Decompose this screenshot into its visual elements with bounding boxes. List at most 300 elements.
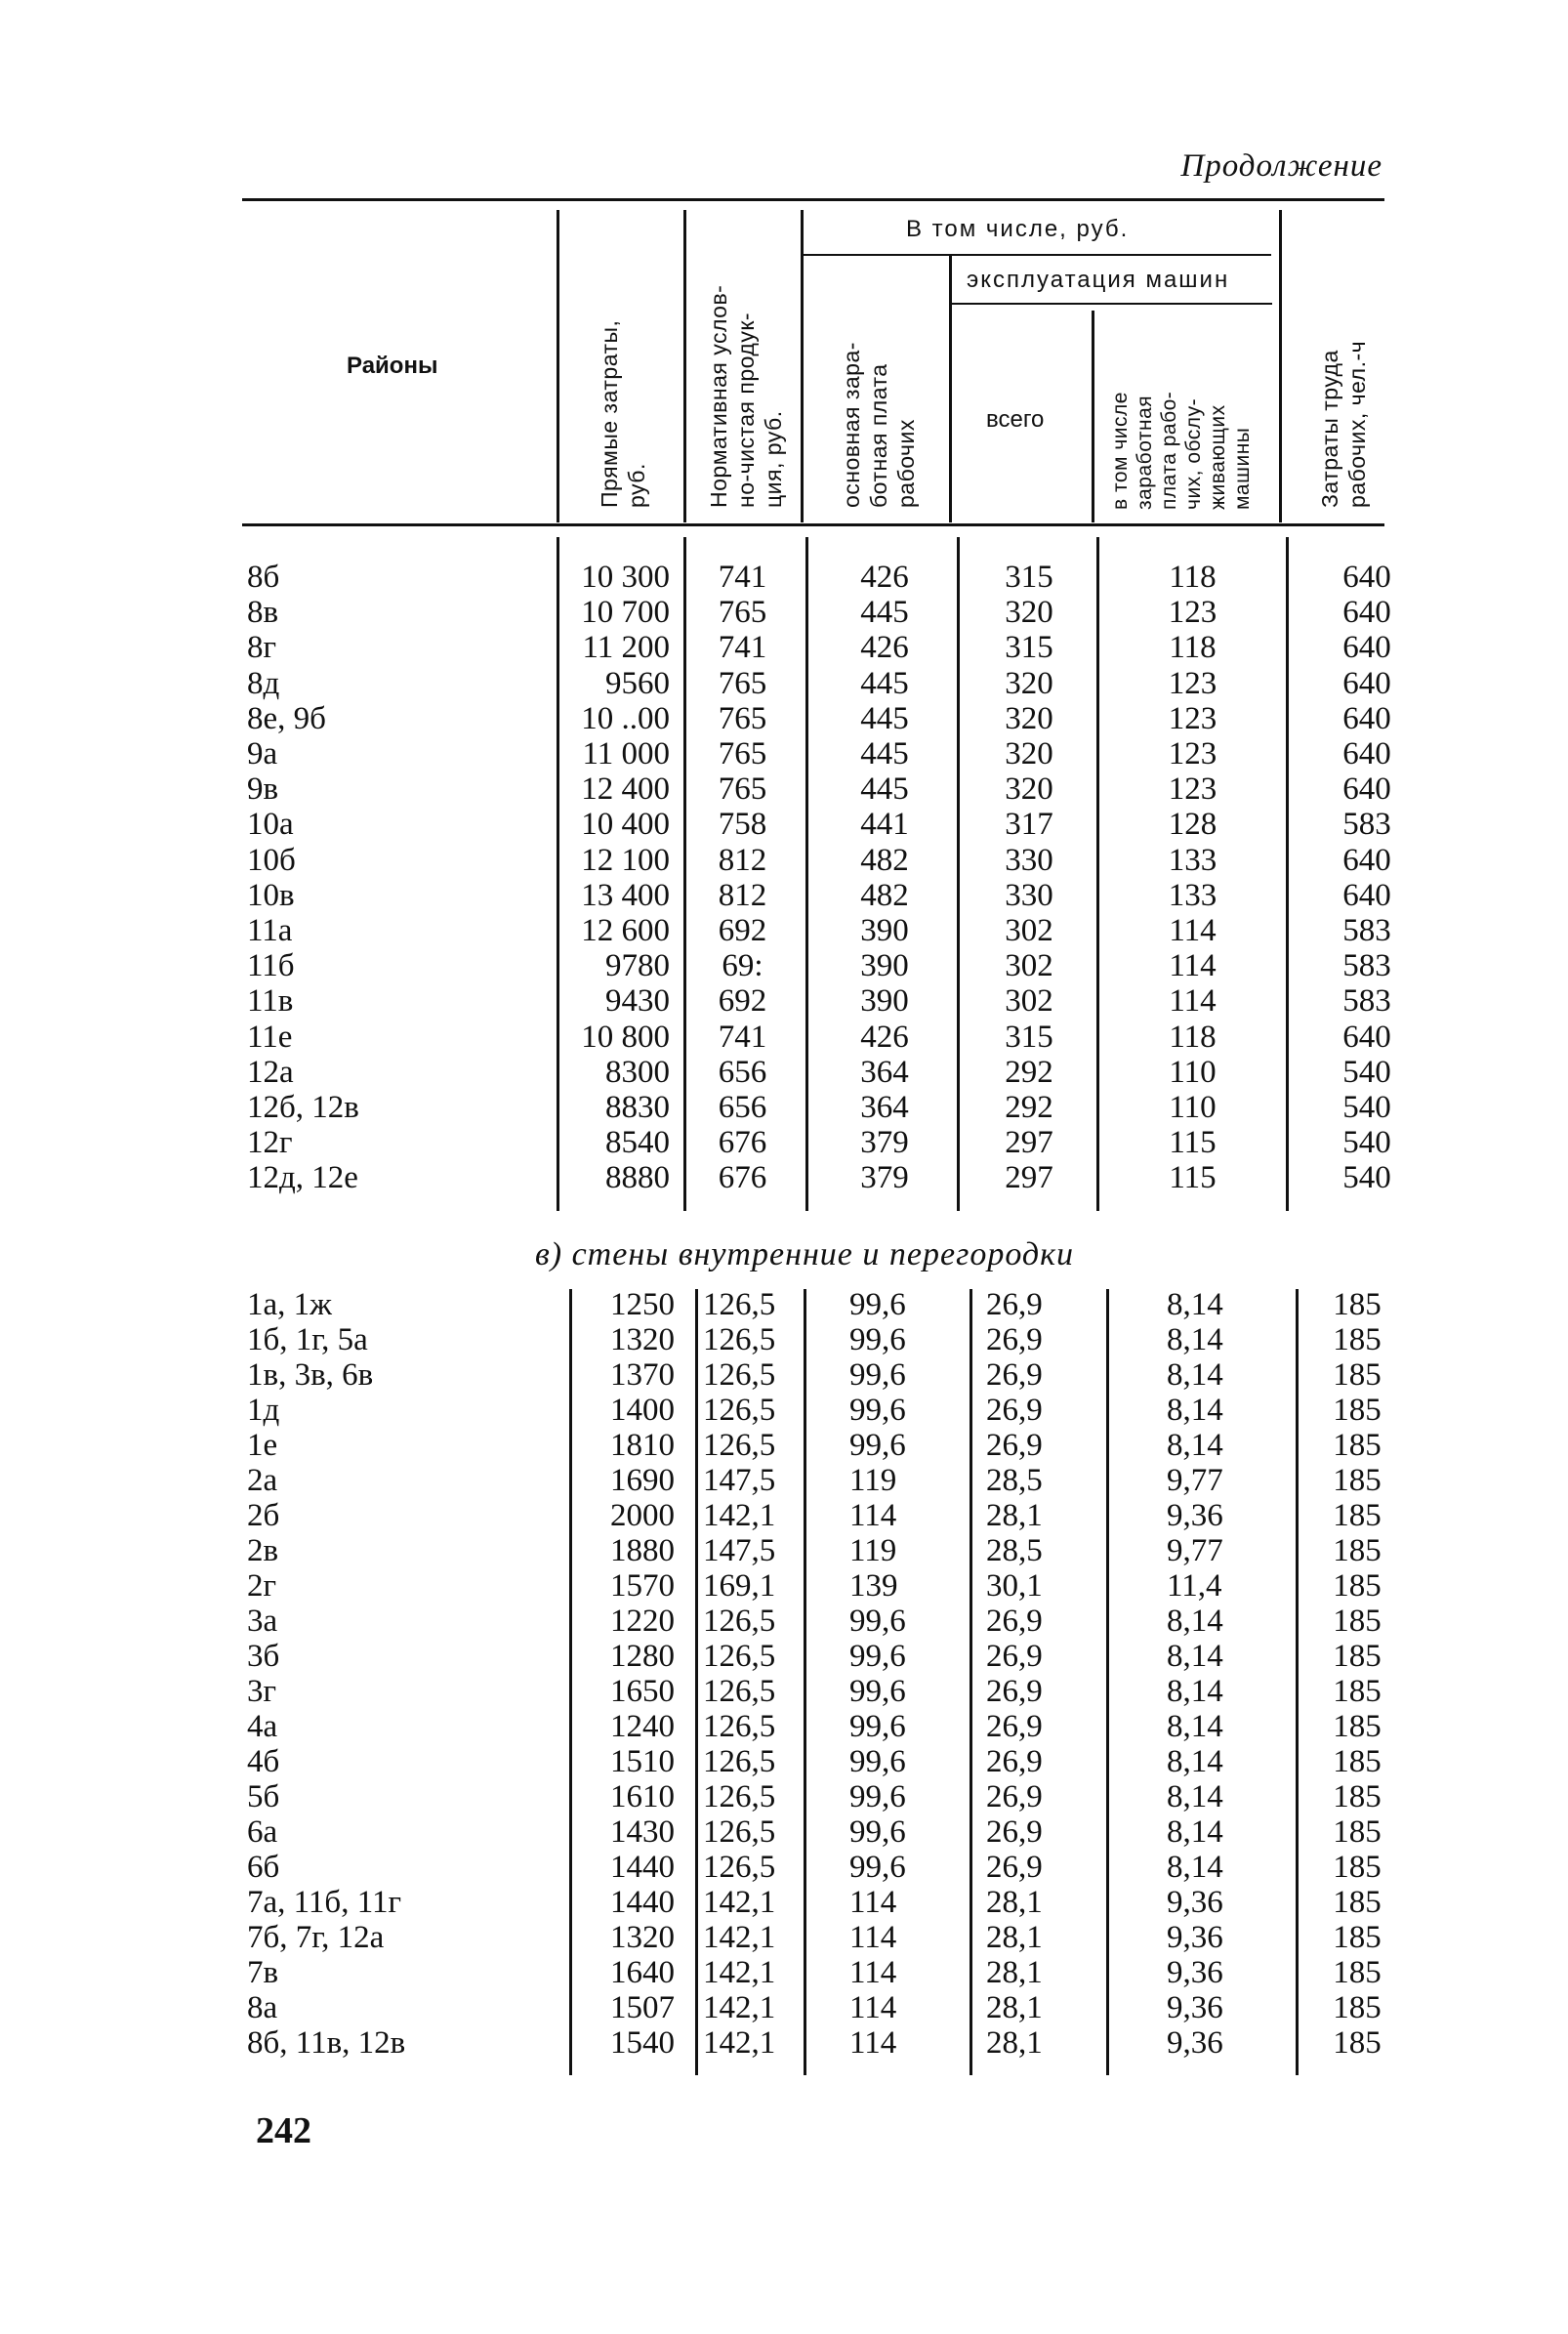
cell-wages: 441 [860, 807, 909, 843]
cell-machines-wages: 133 [1168, 877, 1217, 913]
table-row [0, 1744, 1568, 1779]
cell-direct-cost: 1400 [610, 1393, 675, 1428]
cell-machines-wages: 114 [1169, 913, 1217, 948]
cell-direct-cost: 8880 [605, 1160, 670, 1196]
cell-machines-wages: 11,4 [1167, 1568, 1222, 1604]
cell-wages: 99,6 [849, 1814, 906, 1850]
cell-region: 5б [247, 1779, 280, 1814]
cell-labor: 185 [1333, 1990, 1382, 2025]
cell-machines-wages: 114 [1169, 948, 1217, 984]
cell-wages: 445 [860, 771, 909, 808]
cell-machines-wages: 9,77 [1167, 1463, 1223, 1498]
cell-machines-total: 26,9 [986, 1357, 1043, 1393]
section2-title: в) стены внутренние и перегородки [535, 1236, 1074, 1272]
cell-wages: 390 [860, 948, 909, 984]
cell-region: 6б [247, 1850, 280, 1885]
cell-direct-cost: 10 400 [581, 807, 670, 843]
cell-normative: 142,1 [703, 1990, 776, 2025]
cell-normative: 142,1 [703, 1955, 776, 1990]
cell-normative: 812 [718, 877, 767, 913]
header-vline-1 [557, 210, 559, 522]
cell-normative: 126,5 [703, 1604, 776, 1639]
cell-wages: 445 [860, 665, 909, 701]
cell-wages: 379 [860, 1160, 909, 1196]
cell-normative: 656 [718, 1054, 767, 1090]
cell-machines-total: 26,9 [986, 1639, 1043, 1674]
header-labor: Затраты труда рабочих, чел.-ч [1317, 340, 1370, 508]
cell-machines-total: 320 [1005, 700, 1053, 736]
cell-labor: 540 [1342, 1160, 1391, 1196]
cell-wages: 114 [849, 1920, 897, 1955]
cell-direct-cost: 9780 [605, 948, 670, 984]
cell-wages: 482 [860, 877, 909, 913]
cell-wages: 426 [860, 1019, 909, 1055]
cell-labor: 185 [1333, 1568, 1382, 1604]
cell-normative: 765 [718, 700, 767, 736]
cell-normative: 758 [718, 807, 767, 843]
cell-region: 8г [247, 630, 277, 666]
cell-machines-wages: 114 [1169, 983, 1217, 1020]
cell-wages: 445 [860, 700, 909, 736]
cell-wages: 364 [860, 1054, 909, 1090]
header-machines-wages: в том числе заработная плата рабо- чих, обслу- живающих машины [1109, 391, 1254, 510]
cell-machines-total: 315 [1005, 630, 1053, 666]
header-vline-5 [1092, 311, 1094, 522]
cell-machines-wages: 9,36 [1167, 1955, 1223, 1990]
header-vline-6 [1279, 210, 1282, 522]
cell-machines-total: 320 [1005, 771, 1053, 808]
cell-labor: 185 [1333, 1779, 1382, 1814]
cell-labor: 185 [1333, 1955, 1382, 1990]
header-bottom-rule [242, 523, 1384, 526]
cell-labor: 640 [1342, 736, 1391, 771]
cell-region: 8в [247, 595, 279, 631]
cell-wages: 119 [849, 1533, 897, 1568]
cell-wages: 99,6 [849, 1744, 906, 1779]
table-row [0, 1709, 1568, 1744]
cell-machines-wages: 9,36 [1167, 1498, 1223, 1533]
cell-machines-total: 302 [1005, 983, 1053, 1020]
cell-normative: 741 [718, 560, 767, 595]
table-row [0, 1463, 1568, 1498]
cell-machines-total: 26,9 [986, 1604, 1043, 1639]
cell-machines-wages: 133 [1168, 842, 1217, 878]
cell-wages: 426 [860, 630, 909, 666]
header-direct: Прямые затраты, руб. [597, 319, 649, 508]
cell-wages: 99,6 [849, 1850, 906, 1885]
cell-region: 7а, 11б, 11г [247, 1885, 402, 1920]
cell-normative: 126,5 [703, 1357, 776, 1393]
cell-machines-total: 320 [1005, 736, 1053, 771]
cell-labor: 185 [1333, 1674, 1382, 1709]
cell-region: 11е [247, 1019, 293, 1055]
cell-labor: 185 [1333, 1709, 1382, 1744]
table-row [0, 1287, 1568, 1322]
cell-labor: 185 [1333, 1393, 1382, 1428]
cell-region: 8б, 11в, 12в [247, 2025, 406, 2061]
cell-wages: 99,6 [849, 1393, 906, 1428]
table-row [0, 630, 1568, 665]
cell-direct-cost: 1370 [610, 1357, 675, 1393]
cell-labor: 185 [1333, 1287, 1382, 1322]
cell-machines-total: 26,9 [986, 1709, 1043, 1744]
cell-wages: 114 [849, 1990, 897, 2025]
cell-region: 10в [247, 877, 295, 913]
cell-wages: 99,6 [849, 1674, 906, 1709]
cell-machines-wages: 128 [1168, 807, 1217, 843]
cell-labor: 640 [1342, 665, 1391, 701]
cell-normative: 126,5 [703, 1850, 776, 1885]
table-row [0, 913, 1568, 948]
table-row [0, 1885, 1568, 1920]
cell-normative: 765 [718, 771, 767, 808]
table-row [0, 1090, 1568, 1125]
cell-region: 12а [247, 1054, 294, 1090]
cell-direct-cost: 11 000 [582, 736, 670, 771]
cell-machines-wages: 123 [1168, 700, 1217, 736]
cell-labor: 583 [1342, 983, 1391, 1020]
cell-machines-total: 315 [1005, 560, 1053, 595]
cell-direct-cost: 1690 [610, 1463, 675, 1498]
cell-machines-total: 28,1 [986, 2025, 1043, 2061]
cell-normative: 765 [718, 736, 767, 771]
cell-machines-wages: 8,14 [1167, 1779, 1223, 1814]
subgroup-rule [952, 303, 1272, 305]
cell-machines-total: 26,9 [986, 1287, 1043, 1322]
cell-normative: 656 [718, 1090, 767, 1125]
cell-direct-cost: 1650 [610, 1674, 675, 1709]
cell-labor: 640 [1342, 771, 1391, 808]
cell-wages: 99,6 [849, 1322, 906, 1357]
cell-region: 11в [247, 983, 294, 1020]
cell-labor: 185 [1333, 1639, 1382, 1674]
table-row [0, 1125, 1568, 1160]
cell-region: 4б [247, 1744, 280, 1779]
cell-normative: 126,5 [703, 1639, 776, 1674]
table-row [0, 878, 1568, 913]
cell-wages: 119 [849, 1463, 897, 1498]
cell-machines-total: 28,1 [986, 1990, 1043, 2025]
table-row [0, 1055, 1568, 1090]
cell-direct-cost: 1507 [610, 1990, 675, 2025]
cell-labor: 640 [1342, 595, 1391, 631]
cell-region: 10а [247, 807, 294, 843]
cell-machines-total: 302 [1005, 948, 1053, 984]
cell-direct-cost: 13 400 [581, 877, 670, 913]
cell-region: 2б [247, 1498, 280, 1533]
cell-labor: 185 [1333, 1498, 1382, 1533]
header-vline-4 [949, 256, 952, 522]
cell-normative: 676 [718, 1125, 767, 1161]
cell-labor: 540 [1342, 1090, 1391, 1125]
cell-normative: 692 [718, 913, 767, 948]
cell-direct-cost: 1320 [610, 1322, 675, 1357]
header-wages: основная зара- ботная плата рабочих [839, 342, 919, 508]
cell-labor: 185 [1333, 1814, 1382, 1850]
cell-direct-cost: 1250 [610, 1287, 675, 1322]
cell-machines-wages: 8,14 [1167, 1604, 1223, 1639]
cell-wages: 99,6 [849, 1357, 906, 1393]
cell-machines-total: 297 [1005, 1125, 1053, 1161]
cell-machines-wages: 115 [1169, 1160, 1217, 1196]
table-row [0, 1020, 1568, 1055]
cell-normative: 765 [718, 595, 767, 631]
cell-wages: 114 [849, 1885, 897, 1920]
cell-labor: 640 [1342, 877, 1391, 913]
table-row [0, 1850, 1568, 1885]
table-row [0, 1779, 1568, 1814]
cell-machines-wages: 8,14 [1167, 1393, 1223, 1428]
cell-direct-cost: 10 ..00 [581, 700, 670, 736]
cell-region: 11б [247, 948, 295, 984]
cell-machines-wages: 118 [1169, 630, 1217, 666]
cell-machines-total: 28,1 [986, 1498, 1043, 1533]
cell-machines-total: 317 [1005, 807, 1053, 843]
cell-wages: 99,6 [849, 1287, 906, 1322]
cell-direct-cost: 1240 [610, 1709, 675, 1744]
cell-direct-cost: 10 300 [581, 560, 670, 595]
table-row [0, 1357, 1568, 1393]
cell-machines-wages: 123 [1168, 665, 1217, 701]
cell-labor: 640 [1342, 842, 1391, 878]
cell-labor: 185 [1333, 1463, 1382, 1498]
cell-normative: 676 [718, 1160, 767, 1196]
cell-normative: 126,5 [703, 1814, 776, 1850]
cell-wages: 364 [860, 1090, 909, 1125]
cell-direct-cost: 12 100 [581, 842, 670, 878]
cell-labor: 583 [1342, 807, 1391, 843]
table-row [0, 983, 1568, 1019]
cell-wages: 99,6 [849, 1709, 906, 1744]
cell-direct-cost: 12 600 [581, 913, 670, 948]
cell-normative: 126,5 [703, 1744, 776, 1779]
cell-direct-cost: 1510 [610, 1744, 675, 1779]
cell-region: 3а [247, 1604, 278, 1639]
cell-normative: 169,1 [703, 1568, 776, 1604]
cell-normative: 741 [718, 1019, 767, 1055]
cell-machines-wages: 123 [1168, 595, 1217, 631]
cell-normative: 142,1 [703, 1498, 776, 1533]
cell-direct-cost: 9430 [605, 983, 670, 1020]
table-row [0, 1955, 1568, 1990]
cell-normative: 126,5 [703, 1287, 776, 1322]
cell-normative: 765 [718, 665, 767, 701]
table-row [0, 1568, 1568, 1604]
cell-machines-total: 28,5 [986, 1463, 1043, 1498]
table-row [0, 948, 1568, 983]
page-number: 242 [256, 2110, 311, 2151]
cell-normative: 126,5 [703, 1393, 776, 1428]
table-row [0, 2025, 1568, 2061]
cell-labor: 640 [1342, 1019, 1391, 1055]
cell-region: 8е, 9б [247, 700, 326, 736]
cell-region: 2г [247, 1568, 277, 1604]
cell-normative: 147,5 [703, 1463, 776, 1498]
cell-direct-cost: 1570 [610, 1568, 675, 1604]
cell-wages: 445 [860, 736, 909, 771]
table-row [0, 1393, 1568, 1428]
cell-labor: 540 [1342, 1125, 1391, 1161]
cell-machines-wages: 8,14 [1167, 1674, 1223, 1709]
table-row [0, 701, 1568, 736]
cell-machines-total: 320 [1005, 665, 1053, 701]
table-row [0, 1920, 1568, 1955]
cell-normative: 142,1 [703, 2025, 776, 2061]
cell-labor: 583 [1342, 948, 1391, 984]
cell-machines-total: 330 [1005, 877, 1053, 913]
cell-wages: 114 [849, 1955, 897, 1990]
cell-machines-wages: 8,14 [1167, 1322, 1223, 1357]
cell-machines-wages: 123 [1168, 736, 1217, 771]
cell-machines-wages: 9,36 [1167, 2025, 1223, 2061]
cell-machines-total: 30,1 [986, 1568, 1043, 1604]
cell-machines-total: 292 [1005, 1090, 1053, 1125]
cell-machines-wages: 9,36 [1167, 1885, 1223, 1920]
cell-wages: 390 [860, 913, 909, 948]
cell-machines-total: 26,9 [986, 1322, 1043, 1357]
cell-normative: 69: [722, 948, 763, 984]
cell-machines-wages: 118 [1169, 560, 1217, 595]
cell-wages: 99,6 [849, 1779, 906, 1814]
cell-labor: 185 [1333, 1357, 1382, 1393]
cell-normative: 126,5 [703, 1709, 776, 1744]
cell-wages: 99,6 [849, 1604, 906, 1639]
cell-direct-cost: 1440 [610, 1885, 675, 1920]
cell-region: 9в [247, 771, 279, 808]
table-row [0, 1604, 1568, 1639]
cell-region: 3г [247, 1674, 277, 1709]
cell-labor: 583 [1342, 913, 1391, 948]
header-region: Районы [347, 353, 438, 379]
cell-labor: 640 [1342, 700, 1391, 736]
cell-direct-cost: 1440 [610, 1850, 675, 1885]
cell-direct-cost: 8300 [605, 1054, 670, 1090]
cell-direct-cost: 1880 [610, 1533, 675, 1568]
cell-direct-cost: 9560 [605, 665, 670, 701]
cell-region: 8д [247, 665, 280, 701]
cell-labor: 185 [1333, 1604, 1382, 1639]
cell-region: 1а, 1ж [247, 1287, 332, 1322]
cell-machines-wages: 8,14 [1167, 1357, 1223, 1393]
cell-normative: 126,5 [703, 1779, 776, 1814]
cell-wages: 445 [860, 595, 909, 631]
header-normative: Нормативная услов- но-чистая продук- ция, руб. [706, 284, 786, 508]
table-top-rule [242, 198, 1384, 201]
group-rule [803, 254, 1271, 256]
table-row [0, 666, 1568, 701]
cell-machines-total: 26,9 [986, 1393, 1043, 1428]
cell-region: 12г [247, 1125, 293, 1161]
cell-machines-wages: 118 [1169, 1019, 1217, 1055]
cell-wages: 99,6 [849, 1428, 906, 1463]
cell-wages: 390 [860, 983, 909, 1020]
cell-machines-total: 26,9 [986, 1779, 1043, 1814]
cell-region: 3б [247, 1639, 280, 1674]
cell-labor: 185 [1333, 1744, 1382, 1779]
cell-region: 2а [247, 1463, 278, 1498]
table-row [0, 843, 1568, 878]
cell-region: 8а [247, 1990, 278, 2025]
cell-machines-total: 297 [1005, 1160, 1053, 1196]
cell-region: 2в [247, 1533, 279, 1568]
cell-normative: 126,5 [703, 1428, 776, 1463]
cell-machines-wages: 9,77 [1167, 1533, 1223, 1568]
cell-machines-wages: 8,14 [1167, 1814, 1223, 1850]
cell-machines-total: 26,9 [986, 1814, 1043, 1850]
table-row [0, 1674, 1568, 1709]
cell-wages: 379 [860, 1125, 909, 1161]
cell-machines-wages: 8,14 [1167, 1850, 1223, 1885]
cell-labor: 185 [1333, 1322, 1382, 1357]
cell-wages: 99,6 [849, 1639, 906, 1674]
table-row [0, 736, 1568, 771]
cell-region: 9а [247, 736, 278, 771]
cell-normative: 142,1 [703, 1920, 776, 1955]
cell-normative: 692 [718, 983, 767, 1020]
cell-direct-cost: 1640 [610, 1955, 675, 1990]
table-row [0, 1428, 1568, 1463]
table-row [0, 1990, 1568, 2025]
cell-region: 7б, 7г, 12а [247, 1920, 385, 1955]
cell-machines-wages: 115 [1169, 1125, 1217, 1161]
header-group: В том числе, руб. [906, 216, 1130, 242]
cell-machines-total: 315 [1005, 1019, 1053, 1055]
cell-machines-total: 28,1 [986, 1920, 1043, 1955]
cell-machines-total: 330 [1005, 842, 1053, 878]
cell-machines-wages: 8,14 [1167, 1639, 1223, 1674]
cell-region: 10б [247, 842, 296, 878]
cell-machines-wages: 8,14 [1167, 1709, 1223, 1744]
cell-direct-cost: 1320 [610, 1920, 675, 1955]
cell-region: 8б [247, 560, 280, 595]
table-row [0, 807, 1568, 842]
cell-machines-total: 292 [1005, 1054, 1053, 1090]
cell-direct-cost: 1430 [610, 1814, 675, 1850]
header-subgroup: эксплуатация машин [967, 267, 1230, 293]
cell-machines-total: 26,9 [986, 1850, 1043, 1885]
cell-machines-wages: 110 [1169, 1090, 1217, 1125]
cell-direct-cost: 10 800 [581, 1019, 670, 1055]
cell-wages: 139 [849, 1568, 898, 1604]
cell-region: 1д [247, 1393, 280, 1428]
header-vline-2 [683, 210, 686, 522]
cell-direct-cost: 1280 [610, 1639, 675, 1674]
cell-region: 11а [247, 913, 293, 948]
cell-direct-cost: 12 400 [581, 771, 670, 808]
cell-machines-total: 28,1 [986, 1955, 1043, 1990]
cell-machines-total: 28,5 [986, 1533, 1043, 1568]
cell-direct-cost: 1810 [610, 1428, 675, 1463]
table-row [0, 1533, 1568, 1568]
cell-region: 1б, 1г, 5а [247, 1322, 368, 1357]
cell-labor: 640 [1342, 630, 1391, 666]
cell-region: 12б, 12в [247, 1090, 359, 1125]
cell-direct-cost: 1220 [610, 1604, 675, 1639]
cell-machines-total: 26,9 [986, 1744, 1043, 1779]
cell-machines-total: 320 [1005, 595, 1053, 631]
table-row [0, 1322, 1568, 1357]
cell-direct-cost: 1540 [610, 2025, 675, 2061]
cell-machines-wages: 8,14 [1167, 1287, 1223, 1322]
header-machines-total: всего [986, 406, 1045, 433]
continuation-label: Продолжение [1180, 148, 1382, 184]
cell-direct-cost: 8830 [605, 1090, 670, 1125]
cell-region: 1в, 3в, 6в [247, 1357, 374, 1393]
cell-wages: 114 [849, 2025, 897, 2061]
cell-machines-wages: 9,36 [1167, 1920, 1223, 1955]
cell-region: 1е [247, 1428, 278, 1463]
table-row [0, 1160, 1568, 1195]
